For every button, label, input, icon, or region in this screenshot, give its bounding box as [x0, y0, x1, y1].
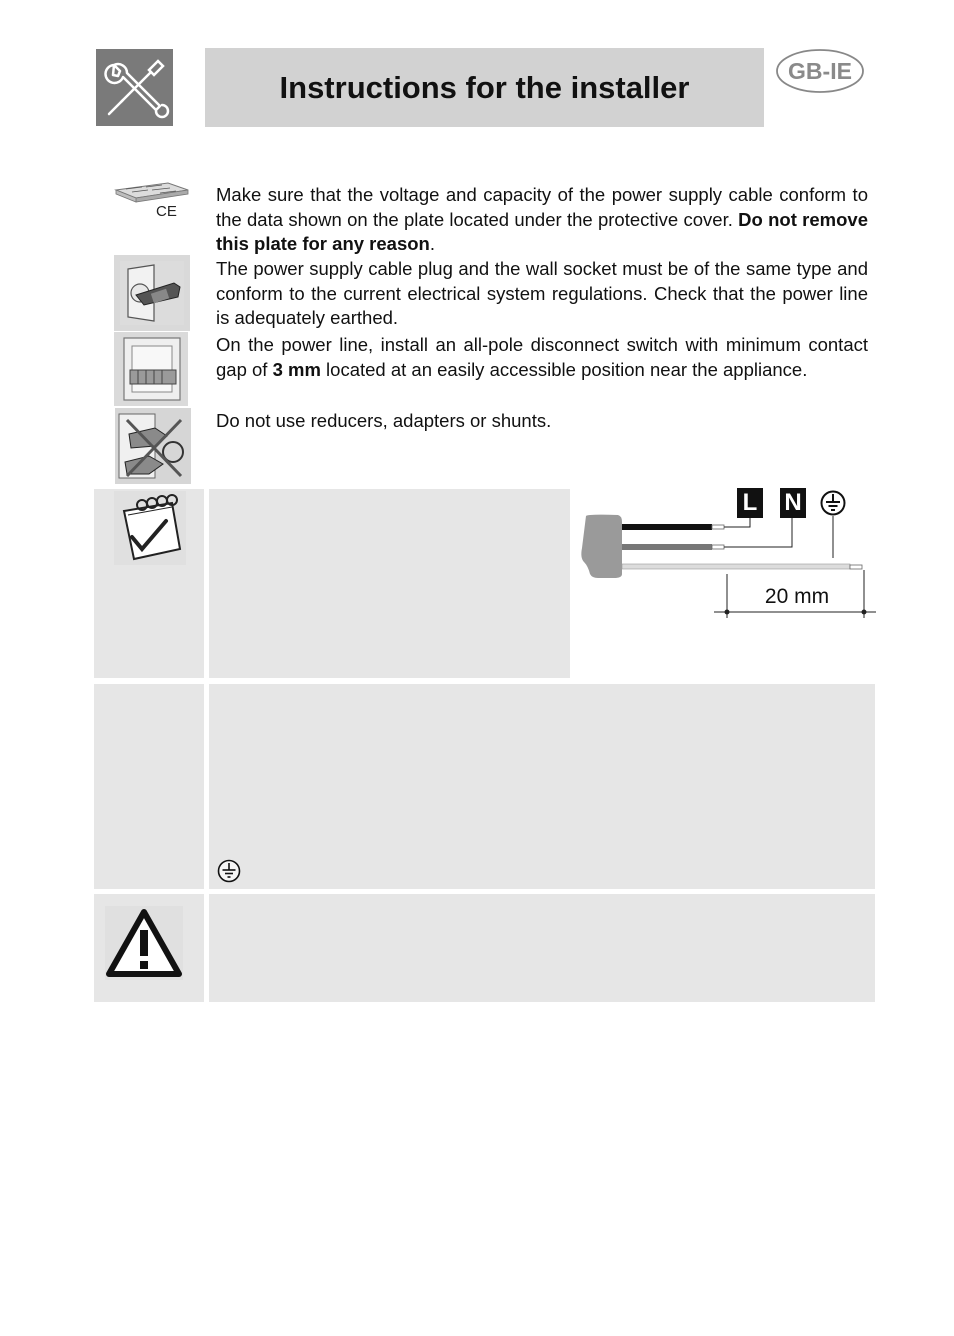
note-icon-panel: [94, 489, 204, 678]
instruction-disconnect-switch: On the power line, install an all-pole disconnect switch with minimum contact gap of 3 mm located at an easily accessible position near the appliance.: [216, 334, 868, 380]
terminal-label-l: L: [737, 488, 763, 518]
no-adapters-icon: [115, 408, 191, 484]
svg-text:CE: CE: [156, 203, 177, 220]
page-title: Instructions for the installer: [279, 69, 690, 105]
region-label: GB-IE: [788, 58, 852, 84]
cable-diagram: [578, 486, 878, 622]
warning-text-panel: [209, 894, 875, 1002]
dimension-label: 20 mm: [764, 585, 830, 608]
title-bar: [205, 48, 764, 127]
instruction-rating-plate: Make sure that the voltage and capacity of the power supply cable conform to the data shown on the plate located under the protective cover. Do not remove this plate for any reason.: [216, 184, 868, 255]
notepad-check-icon: [114, 491, 186, 565]
earth-icon-panel: [94, 684, 204, 889]
earth-ground-icon: [820, 490, 846, 516]
earth-ground-icon: [217, 859, 241, 883]
rating-plate-ce-icon: [112, 180, 192, 222]
disconnect-switch-icon: [114, 332, 188, 406]
instruction-no-adapters: Do not use reducers, adapters or shunts.: [216, 410, 552, 431]
instruction-plug-socket: The power supply cable plug and the wall socket must be of the same type and conform to the current electrical system regulations. Check that the power line is adequately earthed.: [216, 258, 868, 329]
region-badge: [776, 49, 864, 93]
wrench-screwdriver-icon: [96, 49, 173, 126]
earth-text-panel: [209, 684, 875, 889]
terminal-label-n: N: [780, 488, 806, 518]
tools-badge: [96, 49, 173, 126]
warning-icon-panel: [94, 894, 204, 1002]
warning-triangle-icon: [105, 906, 183, 980]
note-text-panel: [209, 489, 570, 678]
plug-socket-icon: [114, 255, 190, 331]
